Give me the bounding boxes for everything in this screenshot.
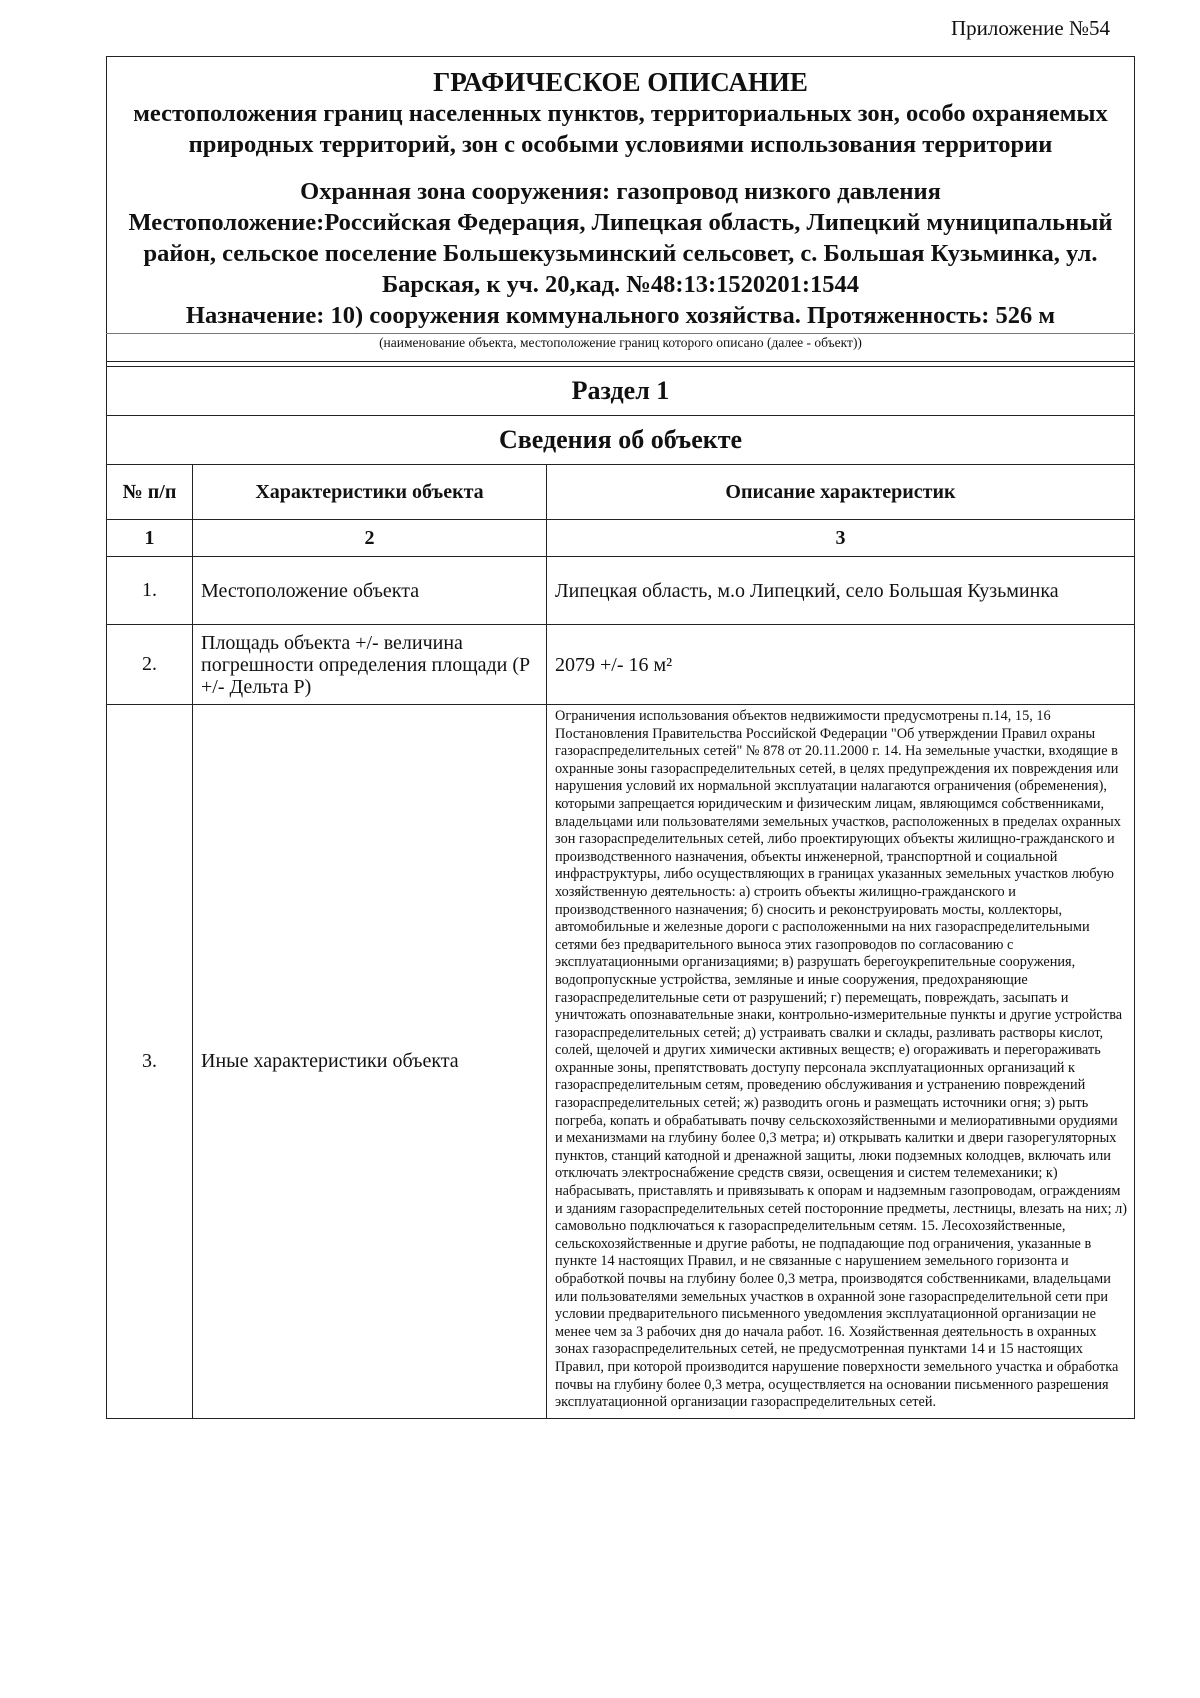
column-header-characteristic: Характеристики объекта — [193, 465, 547, 520]
section-title: Раздел 1 — [107, 367, 1135, 416]
appendix-label: Приложение №54 — [951, 16, 1110, 40]
document-title: ГРАФИЧЕСКОЕ ОПИСАНИЕ — [433, 67, 808, 97]
row-characteristic: Иные характеристики объекта — [193, 705, 547, 1419]
row-description-long: Ограничения использования объектов недвижимости предусмотрены п.14, 15, 16 Постановления Правительства Российской Федерации "Об утверждении Правил охраны газораспределительных сетей" № 878 от 20.11.2000 г. 14. На земельные участки, входящие в охранные зоны газораспределительных сетей, в целях предупреждения их повреждения или нарушения условий их нормальной эксплуатации налагаются ограничения (обременения), которыми запрещается юридическим и физическим лицам, являющимся собственниками, владельцами или пользователями земельных участков, расположенных в пределах охранных зон газораспределительных сетей, либо проектирующих объекты жилищно-гражданского и производственного назначения, объекты инженерной, транспортной и социальной инфраструктуры, либо осуществляющих в границах указанных земельных участков любую хозяйственную деятельность: а) строить объекты жилищно-гражданского и производственного назначения; б) сносить и реконструировать мосты, коллекторы, автомобильные и железные дороги с расположенными на них газораспределительными сетями без предварительного выноса этих газопроводов по согласованию с эксплуатационными организациями; в) разрушать берегоукрепительные сооружения, водопропускные устройства, земляные и иные сооружения, предохраняющие газораспределительные сети от разрушений; г) перемещать, повреждать, засыпать и уничтожать опознавательные знаки, контрольно-измерительные пункты и другие устройства газораспределительных сетей; д) устраивать свалки и склады, разливать растворы кислот, солей, щелочей и других химически активных веществ; е) огораживать и перегораживать охранные зоны, препятствовать доступу персонала эксплуатационных организаций к газораспределительным сетям, проведению обслуживания и устранению повреждений газораспределительных сетей; ж) разводить огонь и размещать источники огня; з) рыть погреба, копать и обрабатывать почву сельскохозяйственными и мелиоративными орудиями и механизмами на глубину более 0,3 метра; и) открывать калитки и двери газорегуляторных пунктов, станций катодной и дренажной защиты, люки подземных колодцев, включать или отключать электроснабжение средств связи, освещения и систем телемеханики; к) набрасывать, приставлять и привязывать к опорам и надземным газопроводам, ограждениям и зданиям газораспределительных сетей посторонние предметы, лестницы, влезать на них; л) самовольно подключаться к газораспределительным сетям. 15. Лесохозяйственные, сельскохозяйственные и другие работы, не подпадающие под ограничения, указанные в пункте 14 настоящих Правил, и не связанные с нарушением земельного горизонта и обработкой почвы на глубину более 0,3 метра, производятся собственниками, владельцами или пользователями земельных участков в охранной зоне газораспределительной сети при условии предварительного письменного уведомления эксплуатационной организации не менее чем за 3 рабочих дня до начала работ. 16. Хозяйственная деятельность в охранных зонах газораспределительных сетей, не предусмотренная пунктами 14 и 15 настоящих Правил, при которой производится нарушение поверхности земельного участка и обработка почвы на глубину более 0,3 метра, осуществляется на основании письменного разрешения эксплуатационной организации газораспределительных сетей. — [547, 705, 1135, 1419]
column-number-1: 1 — [107, 520, 193, 557]
object-purpose: Назначение: 10) сооружения коммунального хозяйства. Протяженность: 526 м — [185, 302, 1056, 329]
object-name: Охранная зона сооружения: газопровод низкого давления — [300, 178, 941, 205]
object-note: (наименование объекта, местоположение границ которого описано (далее - объект)) — [107, 334, 1135, 362]
document-header — [107, 57, 1135, 334]
column-number-2: 2 — [193, 520, 547, 557]
row-number: 3. — [107, 705, 193, 1419]
column-number-row — [107, 520, 1135, 557]
row-characteristic: Местоположение объекта — [193, 557, 547, 625]
row-description: Липецкая область, м.о Липецкий, село Большая Кузьминка — [547, 557, 1135, 625]
row-description: 2079 +/- 16 м² — [547, 625, 1135, 705]
row-characteristic: Площадь объекта +/- величина погрешности определения площади (Р +/- Дельта Р) — [193, 625, 547, 705]
object-description — [117, 176, 1124, 331]
section-subtitle: Сведения об объекте — [107, 416, 1135, 465]
column-header-description: Описание характеристик — [547, 465, 1135, 520]
table-row — [107, 625, 1135, 705]
table-row — [107, 705, 1135, 1419]
column-header-row — [107, 465, 1135, 520]
table-row — [107, 557, 1135, 625]
object-location: Местоположение:Российская Федерация, Липецкая область, Липецкий муниципальный район, сельское поселение Большекузьминский сельсовет, с. Большая Кузьминка, ул. Барская, к уч. 20,кад. №48:13:1520201:1544 — [128, 209, 1113, 298]
graphic-description-table — [106, 56, 1135, 1419]
document-subtitle: местоположения границ населенных пунктов, территориальных зон, особо охраняемых природных территорий, зон с особыми условиями использования территории — [133, 100, 1108, 158]
column-header-number: № п/п — [107, 465, 193, 520]
row-number: 2. — [107, 625, 193, 705]
column-number-3: 3 — [547, 520, 1135, 557]
row-number: 1. — [107, 557, 193, 625]
